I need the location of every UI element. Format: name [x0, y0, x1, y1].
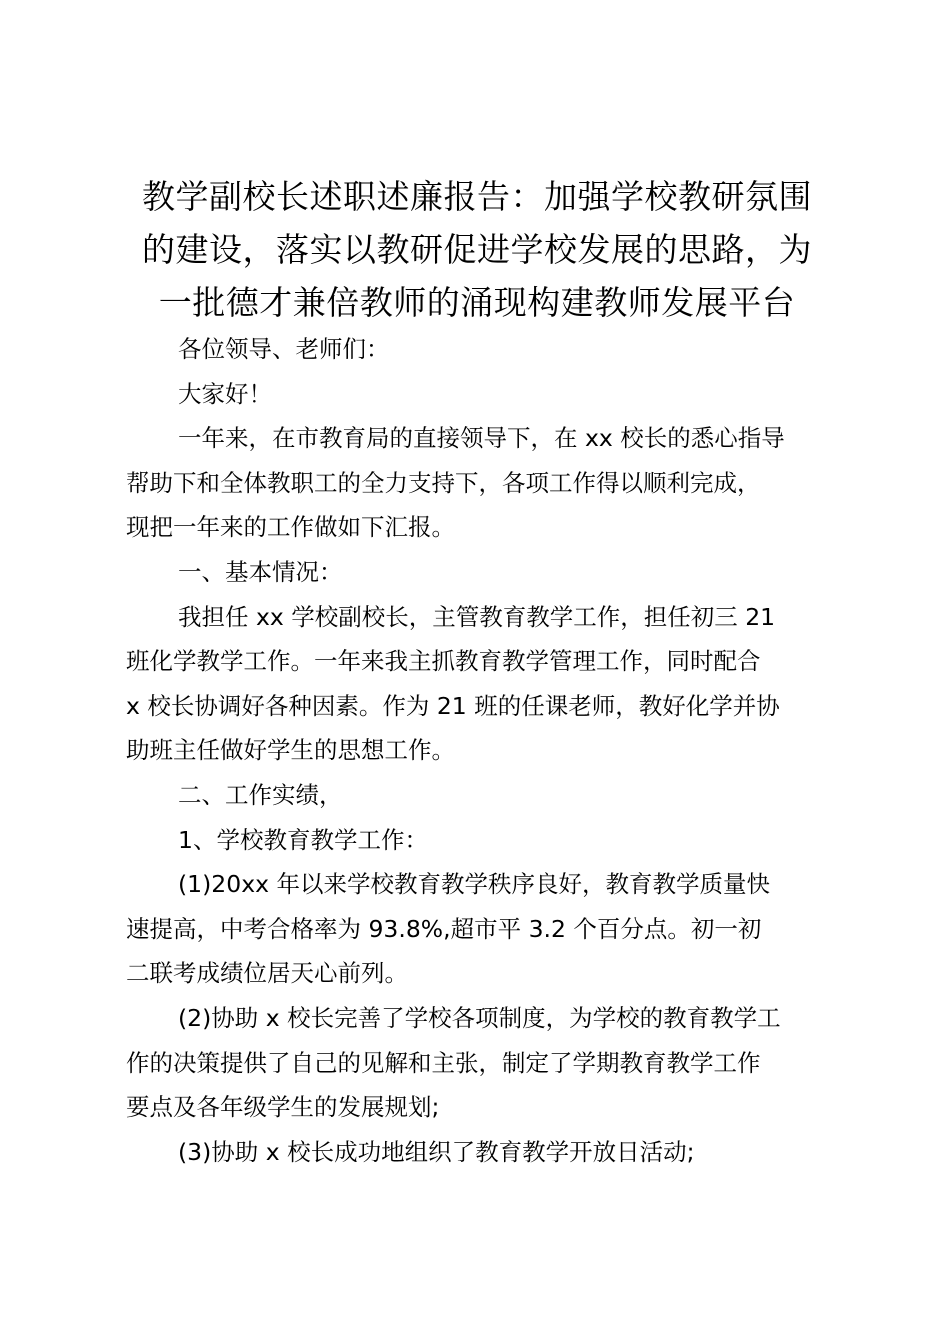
paragraph-line: 一年来，在市教育局的直接领导下，在 xx 校长的悉心指导 — [178, 424, 785, 453]
paragraph-line: 我担任 xx 学校副校长，主管教育教学工作，担任初三 21 — [178, 602, 776, 631]
paragraph-line: 要点及各年级学生的发展规划; — [126, 1093, 440, 1122]
paragraph-line: 作的决策提供了自己的见解和主张，制定了学期教育教学工作 — [126, 1048, 761, 1077]
paragraph-line: x 校长协调好各种因素。作为 21 班的任课老师，教好化学并协 — [126, 691, 780, 720]
paragraph-line: (2)协助 x 校长完善了学校各项制度，为学校的教育教学工 — [178, 1003, 781, 1032]
greeting: 大家好！ — [178, 379, 272, 408]
title-line: 的建设，落实以教研促进学校发展的思路，为 — [142, 230, 812, 269]
paragraph-line: 现把一年来的工作做如下汇报。 — [126, 513, 455, 542]
paragraph-line: 助班主任做好学生的思想工作。 — [126, 736, 455, 765]
document-title — [118, 170, 836, 329]
salutation: 各位领导、老师们： — [178, 335, 390, 363]
paragraph-line: 速提高，中考合格率为 93.8%,超市平 3.2 个百分点。初一初 — [126, 914, 762, 943]
paragraph-line: 班化学教学工作。一年来我主抓教育教学管理工作，同时配合 — [126, 647, 761, 676]
document-body — [126, 327, 838, 1174]
subsection-heading: 1、学校教育教学工作： — [178, 825, 428, 854]
title-line: 一批德才兼倍教师的涌现构建教师发展平台 — [158, 283, 796, 322]
title-line: 教学副校长述职述廉报告：加强学校教研氛围 — [142, 177, 812, 216]
paragraph-line: 二联考成绩位居天心前列。 — [126, 959, 408, 988]
paragraph-line: 帮助下和全体教职工的全力支持下，各项工作得以顺利完成， — [126, 468, 761, 497]
section-heading: 一、基本情况： — [178, 557, 343, 586]
section-heading: 二、工作实绩， — [178, 780, 343, 809]
paragraph-line: (3)协助 x 校长成功地组织了教育教学开放日活动; — [178, 1137, 695, 1166]
paragraph-line: (1)20xx 年以来学校教育教学秩序良好，教育教学质量快 — [178, 870, 770, 899]
